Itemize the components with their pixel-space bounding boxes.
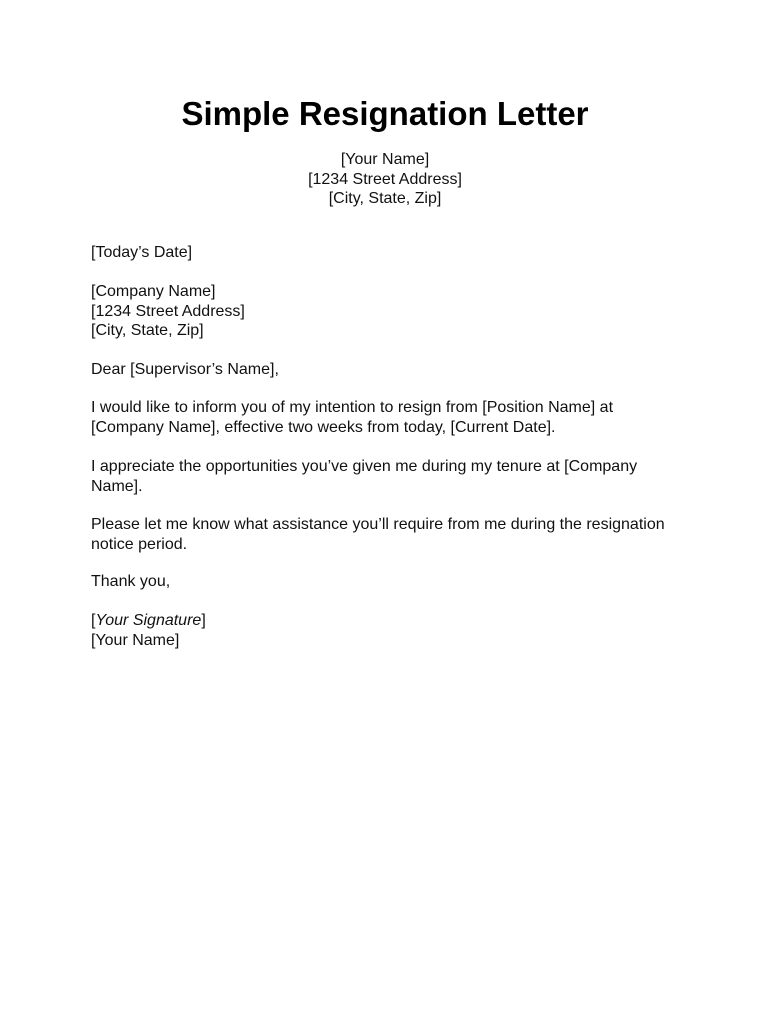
signature-close-bracket: ] [201,612,206,629]
sender-name: [Your Name] [340,151,430,168]
sender-address-block [0,150,770,209]
closing-block [91,572,691,592]
signature-block [91,611,691,650]
paragraph-line: Please let me know what assistance you’ll require from me during the resignation [91,516,665,533]
salutation: Dear [Supervisor’s Name], [91,361,279,378]
sender-city-state-zip: [City, State, Zip] [328,190,442,207]
paragraph-line: I would like to inform you of my intention to resign from [Position Name] at [91,399,614,416]
signature-open-bracket: [ [91,612,96,629]
paragraph-line: [Company Name], effective two weeks from today, [Current Date]. [91,418,556,436]
paragraph-assistance [91,515,691,554]
signature-line [91,611,691,631]
paragraph-line: I appreciate the opportunities you’ve given me during my tenure at [Company [91,458,638,475]
paragraph-intent [91,398,691,437]
letter-date: [Today’s Date] [91,244,193,261]
sender-street: [1234 Street Address] [308,170,462,188]
salutation-block [91,360,691,380]
signature-name: [Your Name] [91,631,180,649]
recipient-street: [1234 Street Address] [91,302,245,320]
document-title: Simple Resignation Letter [181,95,589,132]
letter-date-block [91,243,691,263]
recipient-address-block [91,282,691,341]
paragraph-appreciation [91,457,691,496]
recipient-city-state-zip: [City, State, Zip] [91,322,204,339]
paragraph-line: Name]. [91,477,143,495]
signature-text: Your Signature [95,612,202,629]
recipient-company: [Company Name] [91,283,216,300]
closing: Thank you, [91,573,171,590]
paragraph-line: notice period. [91,535,188,553]
